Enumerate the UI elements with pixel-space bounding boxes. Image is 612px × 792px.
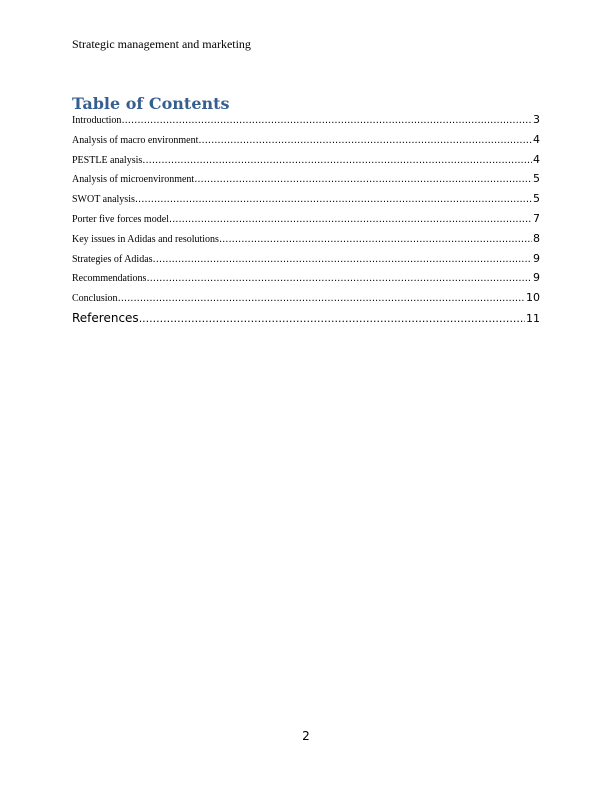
toc-entry-introduction[interactable] — [72, 113, 540, 133]
dot-leader — [153, 254, 532, 265]
toc-entry-page: 8 — [533, 231, 540, 245]
toc-entry-strategies[interactable] — [72, 252, 540, 272]
dot-leader — [142, 155, 532, 166]
toc-entry-porter[interactable] — [72, 212, 540, 232]
dot-leader — [198, 135, 532, 146]
toc-entry-label: Recommendations — [72, 273, 147, 285]
toc-entry-conclusion[interactable] — [72, 291, 540, 311]
toc-entry-page: 3 — [533, 113, 540, 126]
running-header: Strategic management and marketing — [72, 37, 251, 51]
toc-entry-label: Analysis of macro environment — [72, 134, 199, 146]
toc-entry-page: 10 — [526, 291, 540, 305]
toc-entry-page: 11 — [526, 311, 540, 325]
toc-entry-label: Analysis of microenvironment — [72, 174, 195, 186]
toc-entry-page: 5 — [533, 192, 540, 206]
toc-entry-label: Conclusion — [72, 293, 118, 305]
toc-entry-label: SWOT analysis — [72, 194, 135, 206]
dot-leader — [146, 273, 532, 284]
toc-entry-swot[interactable] — [72, 192, 540, 212]
toc-entry-microenvironment[interactable] — [72, 172, 540, 192]
toc-entry-recommendations[interactable] — [72, 271, 540, 291]
toc-entry-label: References — [72, 310, 139, 325]
page-number: 2 — [302, 729, 310, 743]
toc-entry-page: 4 — [533, 132, 540, 146]
toc-entry-page: 9 — [533, 271, 540, 285]
dot-leader — [135, 194, 532, 205]
toc-entry-page: 4 — [533, 152, 540, 166]
table-of-contents — [72, 113, 540, 331]
toc-entry-label: Introduction — [72, 115, 122, 126]
toc-entry-label: Key issues in Adidas and resolutions — [72, 233, 219, 245]
dot-leader — [118, 293, 525, 304]
toc-entry-label: Strategies of Adidas — [72, 253, 153, 265]
dot-leader — [219, 234, 532, 245]
toc-title: Table of Contents — [72, 94, 230, 113]
toc-entry-pestle[interactable] — [72, 153, 540, 173]
dot-leader — [169, 214, 532, 225]
toc-entry-macro-environment[interactable] — [72, 133, 540, 153]
toc-entry-references[interactable] — [72, 311, 540, 331]
dot-leader — [121, 115, 532, 126]
toc-entry-page: 5 — [533, 172, 540, 186]
dot-leader — [139, 312, 525, 325]
dot-leader — [194, 174, 532, 185]
toc-entry-label: Porter five forces model — [72, 213, 169, 225]
toc-entry-label: PESTLE analysis — [72, 154, 143, 166]
toc-entry-page: 9 — [533, 251, 540, 265]
toc-entry-page: 7 — [533, 211, 540, 225]
toc-entry-key-issues[interactable] — [72, 232, 540, 252]
